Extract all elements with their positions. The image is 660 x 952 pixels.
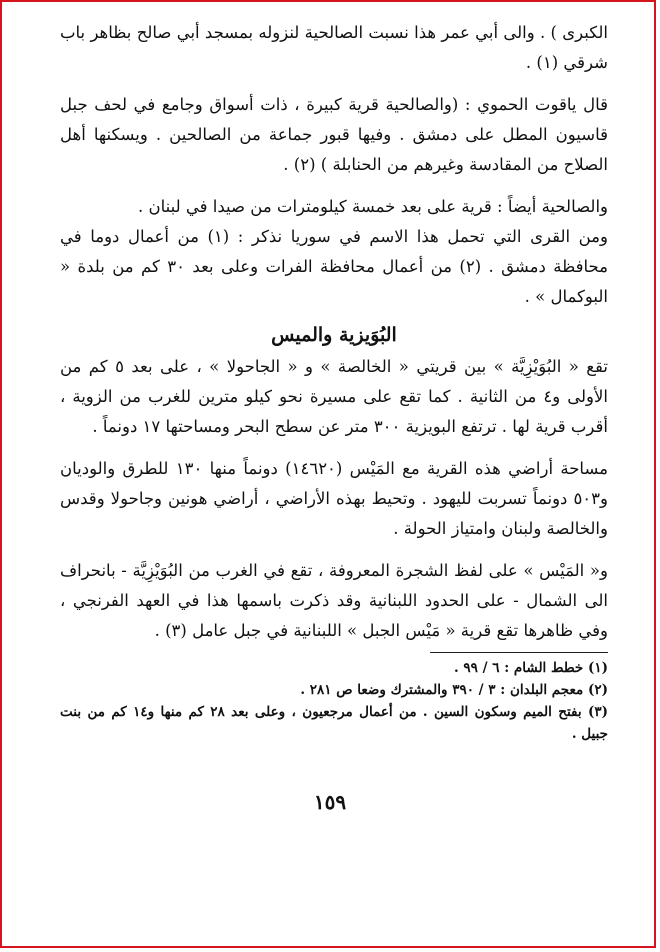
paragraph-continuation: الكبرى ) . والى أبي عمر هذا نسبت الصالحية لنزوله بمسجد أبي صالح بظاهر باب شرقي (١) .	[60, 23, 608, 72]
book-page	[60, 18, 608, 745]
footnote-divider	[430, 652, 608, 653]
paragraph-salihiya-lebanon: والصالحية أيضاً : قرية على بعد خمسة كيلومترات من صيدا في لبنان .	[138, 197, 608, 216]
section-heading: البُوَيزية والميس	[271, 324, 397, 346]
footnote-2: (٢) معجم البلدان : ٣ / ٣٩٠ والمشترك وضعا ص ٢٨١ .	[300, 682, 608, 698]
paragraph-mays: و« المَيْس » على لفظ الشجرة المعروفة ، تقع في الغرب من البُوَيْزِيَّة - بانحراف الى الشمال - على الحدود اللبنانية وقد ذكرت باسمها هذا في العهد الفرنجي ، وفي ظاهرها تقع قرية « مَيْس الجبل » اللبنانية في جبل عامل (٣) .	[60, 561, 608, 640]
page-number: ١٥٩	[313, 790, 347, 814]
paragraph-land-area: مساحة أراضي هذه القرية مع المَيْس (١٤٦٢٠) دونماً منها ١٣٠ للطرق والوديان و٥٠٣ دونماً تسربت لليهود . وتحيط بهذه الأراضي ، أراضي هونين وجاحولا وقدس والخالصة ولبنان وامتياز الحولة .	[60, 459, 609, 538]
paragraph-salihiya-syria: ومن القرى التي تحمل هذا الاسم في سوريا نذكر : (١) من أعمال دوما في محافظة دمشق . (٢) من أعمال محافظة الفرات وعلى بعد ٣٠ كم من بلدة « البوكمال » .	[60, 227, 609, 306]
footnote-3: (٣) بفتح الميم وسكون السين . من أعمال مرجعيون ، وعلى بعد ٢٨ كم منها و١٤ كم من بنت جبيل .	[60, 704, 609, 742]
footnotes	[60, 657, 608, 745]
paragraph-buwayziya-location: تقع « البُوَيْزِيَّة » بين قريتي « الخالصة » و « الجاحولا » ، على بعد ٥ كم من الأولى و٤ من الثانية . كما تقع على مسيرة نحو كيلو مترين للغرب من الزوية ، أقرب قرية لها . ترتفع البويزية ٣٠٠ متر عن سطح البحر ومساحتها ١٧ دونماً .	[60, 357, 608, 436]
paragraph-yaqut-quote: قال ياقوت الحموي : (والصالحية قرية كبيرة ، ذات أسواق وجامع في لحف جبل قاسيون المطل على دمشق . وفيها قبور جماعة من الصالحين . ويسكنها أهل الصلاح من المقادسة وغيرهم من الحنابلة ) (٢) .	[60, 95, 608, 174]
footnote-1: (١) خطط الشام : ٦ / ٩٩ .	[454, 660, 608, 676]
